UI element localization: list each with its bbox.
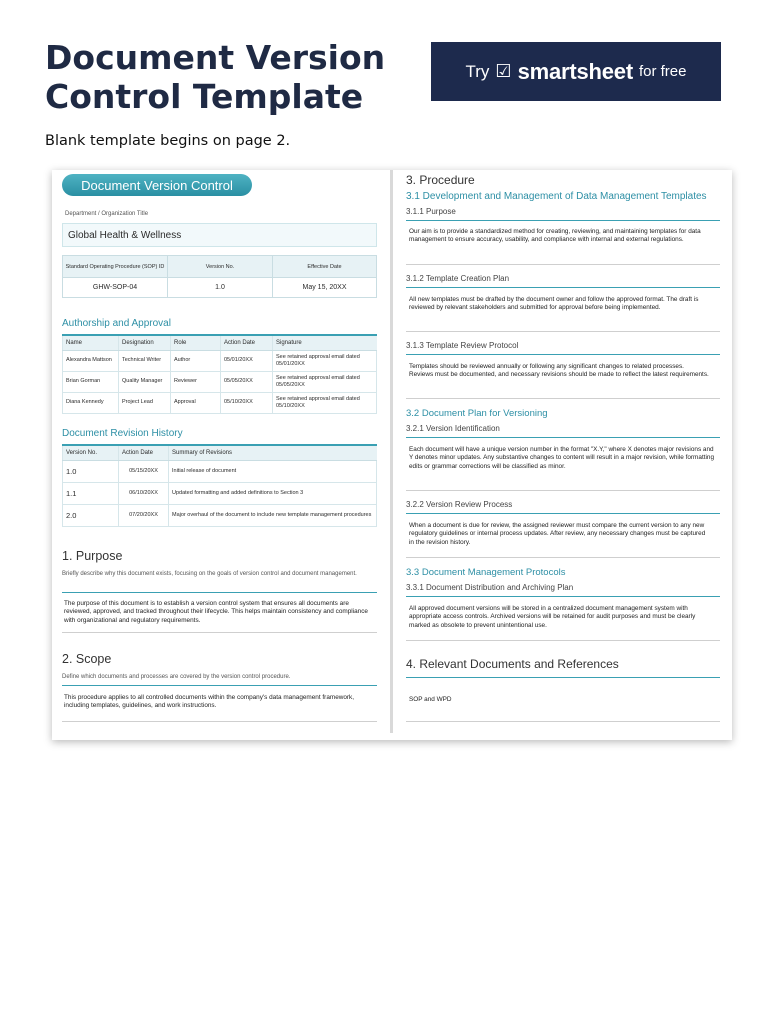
revision-title: Document Revision History — [62, 428, 183, 439]
table-row — [63, 392, 377, 413]
auth-cell: Author — [171, 350, 221, 371]
banner-try-text: Try — [465, 61, 490, 81]
column-divider — [390, 170, 393, 733]
rev-cell: 2.0 — [63, 504, 119, 526]
scope-rule — [62, 685, 377, 686]
section-3-3-1-text: All approved document versions will be stored in a centralized document management system with appropriate access controls. Archived versions will be retained for audit purposes and must be clearly marked as obsolete to prevent unintentional use. — [409, 605, 696, 629]
scope-desc: Define which documents and processes are covered by the version control procedure. — [62, 674, 291, 680]
rule — [406, 437, 720, 438]
template-preview — [52, 170, 732, 740]
rev-header: Summary of Revisions — [169, 445, 377, 460]
revision-table — [62, 444, 377, 527]
banner-free-text: for free — [638, 63, 687, 80]
section-3-1-2: 3.1.2 Template Creation Plan — [406, 274, 510, 283]
auth-cell: Brian Gorman — [63, 371, 119, 392]
auth-cell: Diana Kennedy — [63, 392, 119, 413]
section-3-1-1-text: Our aim is to provide a standardized method for creating, reviewing, and maintaining templates for data management to ensure accuracy, usability, and compliance with internal and external regulations. — [409, 228, 701, 244]
sop-header-date: Effective Date — [273, 256, 377, 278]
purpose-heading: 1. Purpose — [62, 549, 123, 563]
sop-id: GHW-SOP-04 — [63, 278, 168, 298]
section-3-3-1: 3.3.1 Document Distribution and Archiving Plan — [406, 583, 574, 592]
purpose-desc: Briefly describe why this document exists, focusing on the goals of version control and document management. — [62, 571, 357, 577]
rule — [406, 490, 720, 491]
rev-cell: Major overhaul of the document to include new template management procedures — [169, 504, 377, 526]
procedure-heading: 3. Procedure — [406, 173, 475, 187]
rule — [406, 513, 720, 514]
rule — [406, 264, 720, 265]
auth-header: Role — [171, 335, 221, 350]
purpose-rule — [62, 592, 377, 593]
rev-cell: 1.1 — [63, 482, 119, 504]
auth-header: Signature — [273, 335, 377, 350]
rule — [406, 287, 720, 288]
section-3-1-3-text: Templates should be reviewed annually or following any significant changes to related processes. Reviews must be documented, and necessary revisions should be made to reflect the latest requirements. — [409, 363, 709, 379]
auth-cell: Project Lead — [119, 392, 171, 413]
rev-cell: 1.0 — [63, 460, 119, 482]
rule — [406, 220, 720, 221]
section-3-1-1: 3.1.1 Purpose — [406, 207, 456, 216]
rule — [406, 354, 720, 355]
section-3-2-2-text: When a document is due for review, the assigned reviewer must compare the current version to any new regulatory guidelines or internal process updates. After review, any necessary changes must be captured in the revision history. — [409, 522, 706, 546]
auth-cell: 05/10/20XX — [221, 392, 273, 413]
auth-cell: See retained approval email dated 05/01/20XX — [273, 350, 377, 371]
rev-header: Action Date — [119, 445, 169, 460]
rule — [406, 640, 720, 641]
rev-header: Version No. — [63, 445, 119, 460]
section-3-2: 3.2 Document Plan for Versioning — [406, 408, 548, 419]
scope-heading: 2. Scope — [62, 652, 112, 666]
rev-cell: 07/20/20XX — [119, 504, 169, 526]
check-icon: ☑ — [495, 61, 512, 82]
banner-brand: smartsheet — [517, 58, 633, 84]
rule — [406, 596, 720, 597]
section-3-1-2-text: All new templates must be drafted by the document owner and follow the approved format. The draft is reviewed by relevant stakeholders and submitted for approval before being implemented. — [409, 296, 699, 312]
rule — [406, 721, 720, 722]
section-3-2-2: 3.2.2 Version Review Process — [406, 500, 513, 509]
rev-cell: Updated formatting and added definitions to Section 3 — [169, 482, 377, 504]
sop-header-id: Standard Operating Procedure (SOP) ID — [63, 256, 168, 278]
auth-header: Name — [63, 335, 119, 350]
table-row — [63, 482, 377, 504]
auth-header: Designation — [119, 335, 171, 350]
auth-cell: Quality Manager — [119, 371, 171, 392]
authorship-title: Authorship and Approval — [62, 318, 171, 329]
auth-cell: See retained approval email dated 05/10/20XX — [273, 392, 377, 413]
purpose-bottom-rule — [62, 632, 377, 633]
rev-cell: Initial release of document — [169, 460, 377, 482]
sop-header-version: Version No. — [168, 256, 273, 278]
rev-cell: 06/10/20XX — [119, 482, 169, 504]
auth-cell: See retained approval email dated 05/05/20XX — [273, 371, 377, 392]
rev-cell: 05/15/20XX — [119, 460, 169, 482]
auth-cell: 05/01/20XX — [221, 350, 273, 371]
section-3-1-3: 3.1.3 Template Review Protocol — [406, 341, 519, 350]
page-subtitle: Blank template begins on page 2. — [45, 133, 291, 149]
auth-header: Action Date — [221, 335, 273, 350]
scope-text: This procedure applies to all controlled documents within the company's data management framework, including templates, guidelines, and work instructions. — [64, 694, 355, 710]
purpose-text: The purpose of this document is to establish a version control system that ensures all documents are reviewed, approved, and tracked throughout their lifecycle. This helps maintain consistency and compliance with organizational and regulatory requirements. — [64, 600, 368, 624]
rule — [406, 677, 720, 678]
authorship-table — [62, 334, 377, 414]
references-text: SOP and WPD — [409, 696, 452, 703]
rule — [406, 398, 720, 399]
auth-cell: Technical Writer — [119, 350, 171, 371]
page-title: Document Version Control Template — [45, 38, 386, 116]
preview-title-pill: Document Version Control — [62, 174, 252, 196]
sop-table — [62, 255, 377, 298]
table-row — [63, 350, 377, 371]
org-title-field: Global Health & Wellness — [62, 223, 377, 247]
section-3-3: 3.3 Document Management Protocols — [406, 567, 566, 578]
section-3-1: 3.1 Development and Management of Data Management Templates — [406, 191, 707, 202]
references-heading: 4. Relevant Documents and References — [406, 657, 619, 671]
auth-cell: Reviewer — [171, 371, 221, 392]
table-row — [63, 371, 377, 392]
auth-cell: 05/05/20XX — [221, 371, 273, 392]
rule — [406, 331, 720, 332]
dept-label: Department / Organization Title — [65, 211, 149, 217]
sop-date: May 15, 20XX — [273, 278, 377, 298]
section-3-2-1-text: Each document will have a unique version number in the format "X.Y," where X denotes major revisions and Y denotes minor updates. Any substantive changes to content will result in a major revision, while formatting edits or grammar corrections will be classified as minor. — [409, 446, 715, 470]
auth-cell: Alexandra Mattson — [63, 350, 119, 371]
section-3-2-1: 3.2.1 Version Identification — [406, 424, 500, 433]
scope-bottom-rule — [62, 721, 377, 722]
rule — [406, 557, 720, 558]
table-row — [63, 460, 377, 482]
sop-version: 1.0 — [168, 278, 273, 298]
table-row — [63, 504, 377, 526]
auth-cell: Approval — [171, 392, 221, 413]
smartsheet-banner[interactable] — [431, 42, 721, 101]
